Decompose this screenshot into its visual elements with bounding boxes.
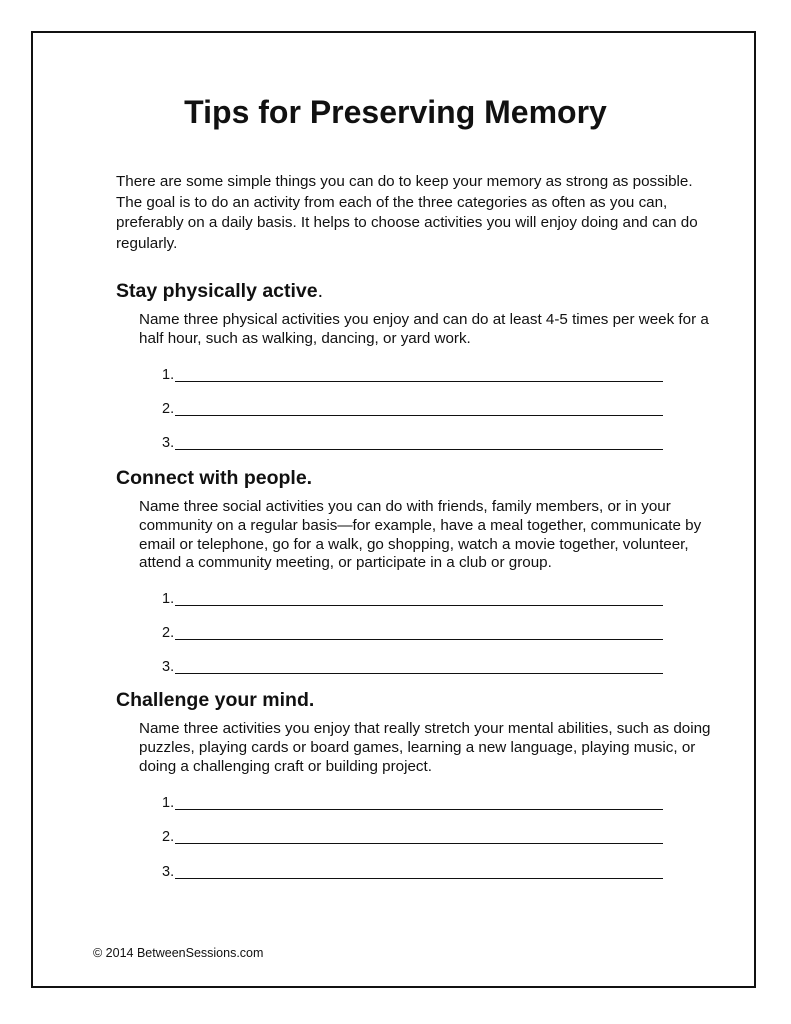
item-number: 2. [162,829,175,845]
answer-underline[interactable] [175,397,663,416]
intro-paragraph: There are some simple things you can do to keep your memory as strong as possible. The goal is to do an activity from each of the three categories as often as you can, preferably on a daily basis. It helps to choose activities you will enjoy doing and can do regularly. [116,173,698,252]
answer-underline[interactable] [175,587,663,606]
answer-line-mind-2[interactable] [162,825,663,845]
answer-line-mind-1[interactable] [162,791,663,811]
section-heading-physical-text: Stay physically active [116,280,318,302]
item-number: 1. [162,795,175,811]
section-description-physical: Name three physical activities you enjoy and can do at least 4-5 times per week for a half hour, such as walking, dancing, or yard work. [139,311,709,347]
section-heading-social: Connect with people. [116,467,313,489]
section-heading-physical-period: . [317,280,324,302]
answer-line-physical-3[interactable] [162,431,663,451]
page-title: Tips for Preserving Memory [184,94,607,130]
section-heading-mind: Challenge your mind. [116,689,315,711]
item-number: 2. [162,625,175,641]
item-number: 2. [162,401,175,417]
answer-line-social-3[interactable] [162,655,663,675]
answer-underline[interactable] [175,825,663,844]
item-number: 1. [162,367,175,383]
item-number: 3. [162,659,175,675]
answer-underline[interactable] [175,860,663,879]
answer-line-physical-1[interactable] [162,363,663,383]
section-description-mind: Name three activities you enjoy that really stretch your mental abilities, such as doing puzzles, playing cards or board games, learning a new language, playing music, or doing a challenging craft or building project. [139,720,711,775]
answer-line-physical-2[interactable] [162,397,663,417]
section-description-social: Name three social activities you can do with friends, family members, or in your community on a regular basis—for example, have a meal together, communicate by email or telephone, go for a walk, go shopping, watch a movie together, volunteer, attend a community meeting, or participate in a club or group. [139,498,702,572]
answer-underline[interactable] [175,655,663,674]
section-heading-physical [116,279,323,303]
answer-underline[interactable] [175,431,663,450]
item-number: 3. [162,435,175,451]
answer-line-social-2[interactable] [162,621,663,641]
answer-line-social-1[interactable] [162,587,663,607]
item-number: 3. [162,864,175,880]
answer-line-mind-3[interactable] [162,860,663,880]
item-number: 1. [162,591,175,607]
copyright-footer: © 2014 BetweenSessions.com [93,946,264,960]
answer-underline[interactable] [175,363,663,382]
answer-underline[interactable] [175,791,663,810]
answer-underline[interactable] [175,621,663,640]
